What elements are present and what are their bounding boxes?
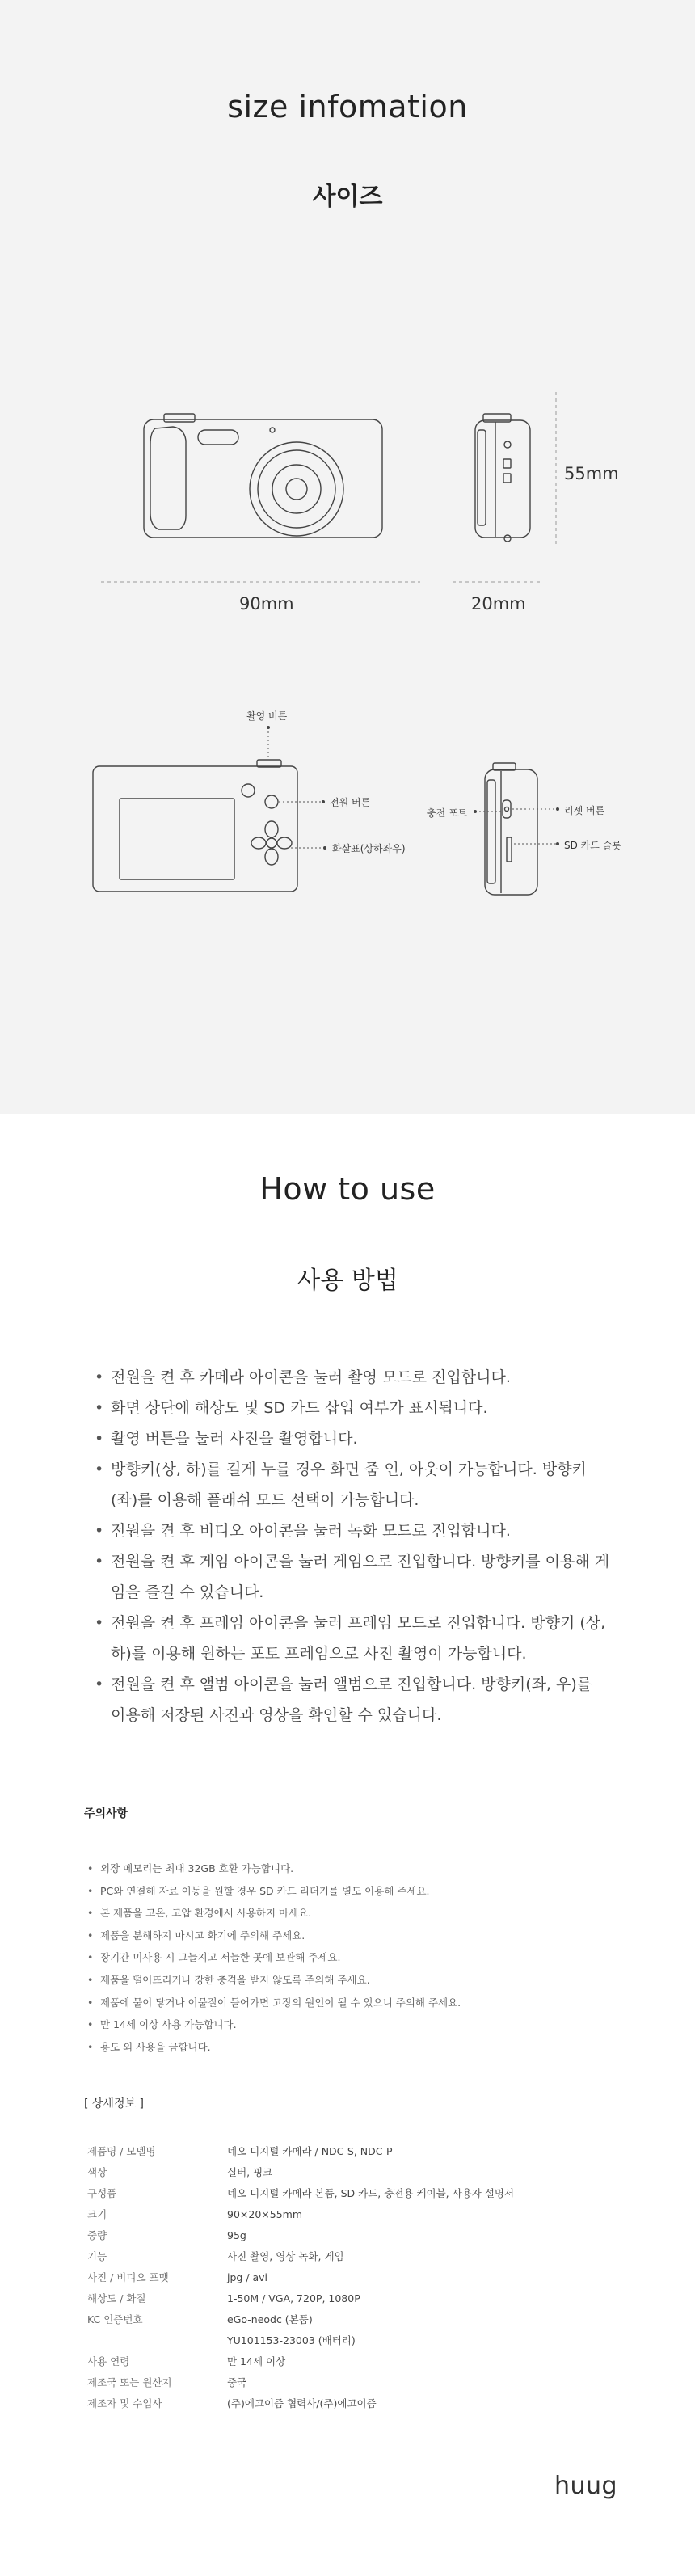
list-item: • 전원을 켠 후 프레임 아이콘을 눌러 프레임 모드로 진입합니다. 방향키 (상, 하)를 이용해 원하는 포토 프레임으로 사진 촬영이 가능합니다. (93, 1608, 610, 1669)
list-item: • 제품을 떨어뜨리거나 강한 충격을 받지 않도록 주의해 주세요. (87, 1969, 621, 1992)
table-row (87, 2203, 514, 2224)
table-row (87, 2393, 514, 2414)
spec-key: 사진 / 비디오 포맷 (87, 2271, 169, 2283)
spec-value: 네오 디지털 카메라 본품, SD 카드, 충전용 케이블, 사용자 설명서 (227, 2187, 515, 2199)
label-power-button: 전원 버튼 (330, 797, 371, 808)
list-item: • 장기간 미사용 시 그늘지고 서늘한 곳에 보관해 주세요. (87, 1946, 621, 1969)
list-item: • 외장 메모리는 최대 32GB 호환 가능합니다. (87, 1857, 621, 1880)
table-row (87, 2287, 514, 2308)
spec-key: 중량 (87, 2229, 107, 2241)
size-title-en: size infomation (227, 89, 468, 124)
table-row (87, 2329, 514, 2350)
table-row (87, 2266, 514, 2287)
size-diagram (0, 380, 695, 622)
caution-list (87, 1857, 621, 2058)
spec-value: jpg / avi (227, 2270, 268, 2283)
table-row (87, 2224, 514, 2245)
list-item: • 전원을 켠 후 앨범 아이콘을 눌러 앨범으로 진입합니다. 방향키(좌, 우)를 이용해 저장된 사진과 영상을 확인할 수 있습니다. (93, 1669, 610, 1731)
table-row (87, 2161, 514, 2182)
label-reset-button: 리셋 버튼 (564, 805, 605, 816)
spec-key (87, 2329, 227, 2350)
spec-value: YU101153-23003 (배터리) (227, 2334, 356, 2346)
spec-key: 제품명 / 모델명 (87, 2145, 156, 2157)
list-item: • 화면 상단에 해상도 및 SD 카드 삽입 여부가 표시됩니다. (93, 1393, 610, 1423)
list-item: • 본 제품을 고온, 고압 환경에서 사용하지 마세요. (87, 1902, 621, 1925)
brand-logo: huug (554, 2472, 618, 2500)
spec-value: 90×20×55mm (227, 2207, 303, 2220)
list-item: • 제품에 물이 닿거나 이물질이 들어가면 고장의 원인이 될 수 있으니 주의해 주세요. (87, 1992, 621, 2014)
list-item: • 용도 외 사용을 금합니다. (87, 2036, 621, 2059)
table-row (87, 2372, 514, 2393)
size-title-ko: 사이즈 (312, 183, 383, 211)
table-row (87, 2140, 514, 2161)
spec-table (87, 2140, 514, 2414)
spec-value: 만 14세 이상 (227, 2355, 286, 2367)
spec-key: 기능 (87, 2250, 107, 2262)
label-sd-slot: SD 카드 슬롯 (564, 840, 621, 851)
howto-title-en: How to use (259, 1171, 436, 1207)
list-item: • 촬영 버튼을 눌러 사진을 촬영합니다. (93, 1423, 610, 1454)
spec-value: 사진 촬영, 영상 녹화, 게임 (227, 2250, 344, 2262)
list-item: • 전원을 켠 후 카메라 아이콘을 눌러 촬영 모드로 진입합니다. (93, 1362, 610, 1393)
table-row (87, 2245, 514, 2266)
table-row (87, 2350, 514, 2372)
spec-key: 구성품 (87, 2187, 117, 2199)
spec-key: 사용 연령 (87, 2355, 130, 2367)
label-shutter-button: 촬영 버튼 (246, 710, 288, 722)
spec-value: (주)에고이즘 협력사/(주)에고이즘 (227, 2397, 377, 2409)
howto-title-ko: 사용 방법 (297, 1267, 398, 1295)
list-item: • 전원을 켠 후 게임 아이콘을 눌러 게임으로 진입합니다. 방향키를 이용해 게임을 즐길 수 있습니다. (93, 1546, 610, 1608)
spec-key: KC 인증번호 (87, 2313, 143, 2325)
spec-key: 해상도 / 화질 (87, 2292, 146, 2304)
height-label: 55mm (564, 464, 619, 483)
spec-value: 중국 (227, 2376, 247, 2388)
list-item: • 제품을 분해하지 마시고 화기에 주의해 주세요. (87, 1925, 621, 1947)
spec-value: 1-50M / VGA, 720P, 1080P (227, 2291, 360, 2304)
label-charge-port: 충전 포트 (427, 807, 468, 819)
spec-value: 네오 디지털 카메라 / NDC-S, NDC-P (227, 2145, 393, 2157)
label-arrow-keys: 화살표(상하좌우) (332, 843, 406, 854)
list-item: • 방향키(상, 하)를 길게 누를 경우 화면 줌 인, 아웃이 가능합니다. 방향키(좌)를 이용해 플래쉬 모드 선택이 가능합니다. (93, 1454, 610, 1516)
list-item: • 만 14세 이상 사용 가능합니다. (87, 2013, 621, 2036)
spec-value: 95g (227, 2228, 246, 2241)
spec-key: 제조국 또는 원산지 (87, 2376, 172, 2388)
spec-value: eGo-neodc (본품) (227, 2313, 313, 2325)
caution-title: 주의사항 (84, 1807, 128, 1820)
table-row (87, 2308, 514, 2329)
spec-key: 색상 (87, 2166, 107, 2178)
spec-value: 실버, 핑크 (227, 2166, 273, 2178)
table-row (87, 2182, 514, 2203)
list-item: • 전원을 켠 후 비디오 아이콘을 눌러 녹화 모드로 진입합니다. (93, 1516, 610, 1546)
spec-key: 크기 (87, 2208, 107, 2220)
width-label: 90mm (239, 594, 294, 613)
list-item: • PC와 연결해 자료 이동을 원할 경우 SD 카드 리더기를 별도 이용해 주세요. (87, 1880, 621, 1903)
detail-title: [ 상세정보 ] (84, 2097, 144, 2110)
howto-steps (93, 1362, 610, 1731)
depth-label: 20mm (471, 594, 526, 613)
spec-key: 제조자 및 수입사 (87, 2397, 162, 2409)
